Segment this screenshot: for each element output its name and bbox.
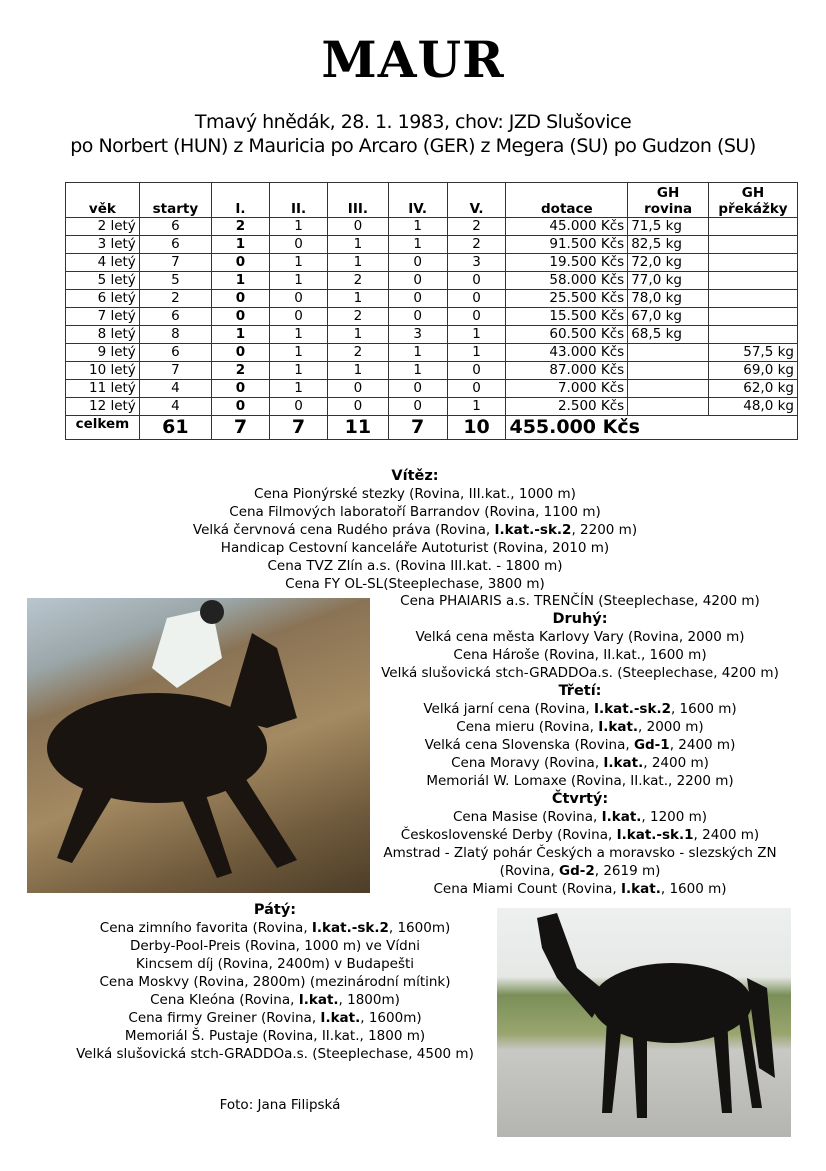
race-line [60,1045,490,1063]
section-heading: Pátý: [253,902,297,918]
table-cell: 5 letý [66,272,140,290]
table-cell: 2 [328,344,388,362]
table-cell [709,272,798,290]
table-cell [709,326,798,344]
table-cell: 0 [388,398,447,416]
race-text: Cena Moravy (Rovina, [451,755,604,771]
table-cell: 0 [447,308,506,326]
race-text: Cena Pionýrské stezky (Rovina, III.kat., 1000 m) [254,486,576,502]
table-cell: 71,5 kg [628,218,709,236]
table-cell: 0 [388,290,447,308]
race-text: Velká cena města Karlovy Vary (Rovina, 2000 m) [415,629,745,645]
table-cell: 1 [328,236,388,254]
column-header: starty [139,183,211,218]
race-text: Cena Filmových laboratoří Barrandov (Rovina, 1100 m) [229,504,601,520]
race-line [60,937,490,955]
placed-races-2-4 [370,592,790,898]
race-line [370,772,790,790]
table-cell: 1 [388,236,447,254]
race-text: Memoriál Š. Pustaje (Rovina, II.kat., 1800 m) [124,1028,426,1044]
table-cell: 9 letý [66,344,140,362]
table-cell: 3 [447,254,506,272]
race-text: , 2400 m) [643,755,709,771]
race-line [60,973,490,991]
table-cell: 58.000 Kčs [506,272,628,290]
horse-description: Tmavý hnědák, 28. 1. 1983, chov: JZD Slušovice [194,111,632,133]
race-text: Velká červnová cena Rudého práva (Rovina, [192,522,495,538]
column-header: dotace [506,183,628,218]
table-cell: 25.500 Kčs [506,290,628,308]
table-cell: 91.500 Kčs [506,236,628,254]
race-text: Cena PHAIARIS a.s. TRENČÍN (Steeplechase, 4200 m) [400,593,760,609]
horse-name-title: MAUR [321,30,505,89]
table-row [66,218,798,236]
race-line [370,718,790,736]
race-line [0,503,826,521]
table-cell: 0 [269,236,327,254]
race-text: , 1600 m) [670,701,737,717]
table-cell: 0 [388,254,447,272]
race-line [370,826,790,844]
table-cell: 4 [139,398,211,416]
race-text: , 1600 m) [660,881,727,897]
race-category-bold: I.kat. [601,809,642,825]
table-cell: 0 [447,362,506,380]
table-cell: 4 letý [66,254,140,272]
table-cell: 1 [388,362,447,380]
race-text: Cena Moskvy (Rovina, 2800m) (mezinárodní mítink) [99,974,451,990]
table-cell: 43.000 Kčs [506,344,628,362]
standing-photo [497,908,791,1137]
table-cell: 1 [269,218,327,236]
table-cell [628,380,709,398]
race-line [370,754,790,772]
race-category-bold: I.kat.-sk.2 [594,701,671,717]
table-cell: 0 [447,290,506,308]
table-cell: 19.500 Kčs [506,254,628,272]
table-cell: 1 [388,344,447,362]
race-category-bold: I.kat. [298,992,339,1008]
race-line [0,539,826,557]
section-heading: Vítěz: [391,468,439,484]
table-cell: 8 letý [66,326,140,344]
total-cell: 455.000 Kčs [506,416,798,440]
race-text: Cena Miami Count (Rovina, [433,881,622,897]
table-cell: 2 [328,272,388,290]
race-line [60,919,490,937]
race-category-bold: Gd-1 [633,737,670,753]
race-text: (Rovina, [499,863,560,879]
table-cell: 8 [139,326,211,344]
race-line [370,844,790,862]
racing-photo [27,598,370,893]
table-cell [628,344,709,362]
race-line [60,1027,490,1045]
table-cell: 0 [447,380,506,398]
table-cell: 1 [212,272,270,290]
race-text: , 2200 m) [571,522,638,538]
table-row [66,272,798,290]
table-row [66,344,798,362]
table-cell: 48,0 kg [709,398,798,416]
table-cell: 1 [447,398,506,416]
column-header: I. [212,183,270,218]
table-cell: 1 [269,380,327,398]
table-cell [628,362,709,380]
fifth-place-races [60,901,490,1063]
table-cell: 0 [328,398,388,416]
table-row [66,398,798,416]
race-text: , 1800m) [338,992,400,1008]
race-text: Velká slušovická stch-GRADDOa.s. (Steeplechase, 4500 m) [76,1046,474,1062]
race-line [370,880,790,898]
race-category-bold: I.kat.-sk.1 [616,827,694,843]
race-line [370,664,790,682]
table-cell: 2 [212,218,270,236]
race-text: Cena zimního favorita (Rovina, [99,920,312,936]
table-cell: 1 [212,236,270,254]
table-cell [709,254,798,272]
race-text: , 2000 m) [638,719,704,735]
table-cell: 1 [269,344,327,362]
table-cell: 0 [388,308,447,326]
race-text: Cena Masise (Rovina, [452,809,602,825]
table-cell: 0 [212,398,270,416]
table-row [66,308,798,326]
table-cell [709,290,798,308]
race-line [370,700,790,718]
table-row [66,326,798,344]
table-cell: 0 [212,380,270,398]
table-cell: 12 letý [66,398,140,416]
race-text: Handicap Cestovní kanceláře Autoturist (Rovina, 2010 m) [220,540,610,556]
table-cell: 0 [269,398,327,416]
table-cell: 1 [328,362,388,380]
table-cell [709,308,798,326]
table-row [66,362,798,380]
table-cell: 1 [447,326,506,344]
race-category-bold: Gd-2 [559,863,595,879]
race-line [370,592,790,610]
table-cell: 1 [212,326,270,344]
total-cell: 7 [388,416,447,440]
race-category-bold: I.kat. [320,1010,361,1026]
table-cell: 0 [212,344,270,362]
column-header: GH rovina [628,183,709,218]
race-line [370,736,790,754]
race-text: Cena Kleóna (Rovina, [150,992,299,1008]
total-cell: 10 [447,416,506,440]
table-cell: 7 [139,254,211,272]
section-heading: Třetí: [558,683,602,699]
table-cell: 2 [328,308,388,326]
table-row [66,236,798,254]
race-text: , 2400 m) [693,827,760,843]
race-line [370,646,790,664]
winner-races [0,467,826,593]
race-text: Amstrad - Zlatý pohár Českých a moravsko - slezských ZN [383,845,777,861]
horse-jumping-image [27,598,370,893]
horse-standing-image [497,908,791,1137]
race-line [0,521,826,539]
column-header: GH překážky [709,183,798,218]
table-cell: 68,5 kg [628,326,709,344]
table-cell: 0 [328,380,388,398]
table-cell: 2 letý [66,218,140,236]
table-cell: 1 [269,272,327,290]
race-text: , 2619 m) [594,863,661,879]
table-cell: 3 letý [66,236,140,254]
race-text: Kincsem díj (Rovina, 2400m) v Budapešti [135,956,415,972]
total-cell: 61 [139,416,211,440]
race-category-bold: I.kat. [598,719,639,735]
table-cell: 2 [212,362,270,380]
race-category-bold: I.kat.-sk.2 [494,522,572,538]
table-cell: 2 [139,290,211,308]
table-cell: 1 [269,362,327,380]
table-cell: 2.500 Kčs [506,398,628,416]
table-cell: 1 [328,254,388,272]
race-category-bold: I.kat. [621,881,661,897]
table-cell: 1 [269,254,327,272]
race-line [0,557,826,575]
race-text: , 1200 m) [641,809,708,825]
table-cell: 2 [447,218,506,236]
race-text: , 2400 m) [669,737,736,753]
section-heading: Druhý: [552,611,608,627]
table-cell: 82,5 kg [628,236,709,254]
column-header: věk [66,183,140,218]
race-text: Derby-Pool-Preis (Rovina, 1000 m) ve Vídni [129,938,421,954]
race-line [60,1009,490,1027]
table-cell: 0 [269,308,327,326]
table-cell: 45.000 Kčs [506,218,628,236]
table-cell: 57,5 kg [709,344,798,362]
table-cell [628,398,709,416]
table-cell: 0 [212,290,270,308]
table-cell: 3 [388,326,447,344]
table-cell: 2 [447,236,506,254]
table-cell: 77,0 kg [628,272,709,290]
table-cell: 7.000 Kčs [506,380,628,398]
total-label: celkem [66,416,140,440]
table-cell: 6 [139,218,211,236]
total-cell: 7 [212,416,270,440]
table-cell: 0 [212,308,270,326]
table-cell: 1 [328,326,388,344]
table-cell: 5 [139,272,211,290]
race-text: Cena mieru (Rovina, [456,719,599,735]
pedigree-line: po Norbert (HUN) z Mauricia po Arcaro (GER) z Megera (SU) po Gudzon (SU) [70,135,756,157]
total-row [66,416,798,440]
table-cell: 10 letý [66,362,140,380]
table-header-row [66,183,798,218]
table-cell: 4 [139,380,211,398]
total-cell: 7 [269,416,327,440]
column-header: II. [269,183,327,218]
race-record-table [65,182,798,440]
table-row [66,380,798,398]
table-cell: 0 [328,218,388,236]
column-header: III. [328,183,388,218]
race-text: Cena FY OL-SL(Steeplechase, 3800 m) [285,576,545,592]
race-text: Memoriál W. Lomaxe (Rovina, II.kat., 2200 m) [426,773,734,789]
table-cell: 6 letý [66,290,140,308]
table-cell [709,236,798,254]
column-header: V. [447,183,506,218]
table-cell: 78,0 kg [628,290,709,308]
race-text: Cena TVZ Zlín a.s. (Rovina III.kat. - 1800 m) [267,558,563,574]
section-heading: Čtvrtý: [551,791,609,807]
race-line [60,991,490,1009]
table-cell: 0 [388,380,447,398]
race-line [60,955,490,973]
table-cell: 1 [328,290,388,308]
table-cell: 6 [139,236,211,254]
race-line [0,575,826,593]
race-text: , 1600m) [388,920,451,936]
race-line [370,628,790,646]
race-category-bold: I.kat.-sk.2 [311,920,389,936]
table-row [66,290,798,308]
table-cell: 1 [447,344,506,362]
table-cell [709,218,798,236]
table-cell: 0 [269,290,327,308]
table-cell: 7 letý [66,308,140,326]
table-cell: 1 [388,218,447,236]
table-cell: 0 [447,272,506,290]
race-text: Cena Hároše (Rovina, II.kat., 1600 m) [453,647,707,663]
table-cell: 6 [139,344,211,362]
table-cell: 69,0 kg [709,362,798,380]
photo-credit: Foto: Jana Filipská [219,1097,341,1113]
race-text: Československé Derby (Rovina, [400,827,617,843]
race-line [370,808,790,826]
race-text: Velká jarní cena (Rovina, [423,701,594,717]
race-line [370,862,790,880]
table-cell: 7 [139,362,211,380]
race-category-bold: I.kat. [603,755,644,771]
column-header: IV. [388,183,447,218]
race-text: Cena firmy Greiner (Rovina, [128,1010,321,1026]
race-text: Velká slušovická stch-GRADDOa.s. (Steeplechase, 4200 m) [381,665,779,681]
table-cell: 87.000 Kčs [506,362,628,380]
race-line [0,485,826,503]
table-cell: 1 [269,326,327,344]
table-cell: 72,0 kg [628,254,709,272]
table-cell: 11 letý [66,380,140,398]
table-cell: 6 [139,308,211,326]
race-text: , 1600m) [360,1010,422,1026]
table-cell: 62,0 kg [709,380,798,398]
table-cell: 0 [388,272,447,290]
race-text: Velká cena Slovenska (Rovina, [424,737,634,753]
table-cell: 67,0 kg [628,308,709,326]
total-cell: 11 [328,416,388,440]
table-cell: 0 [212,254,270,272]
table-cell: 15.500 Kčs [506,308,628,326]
table-cell: 60.500 Kčs [506,326,628,344]
table-row [66,254,798,272]
